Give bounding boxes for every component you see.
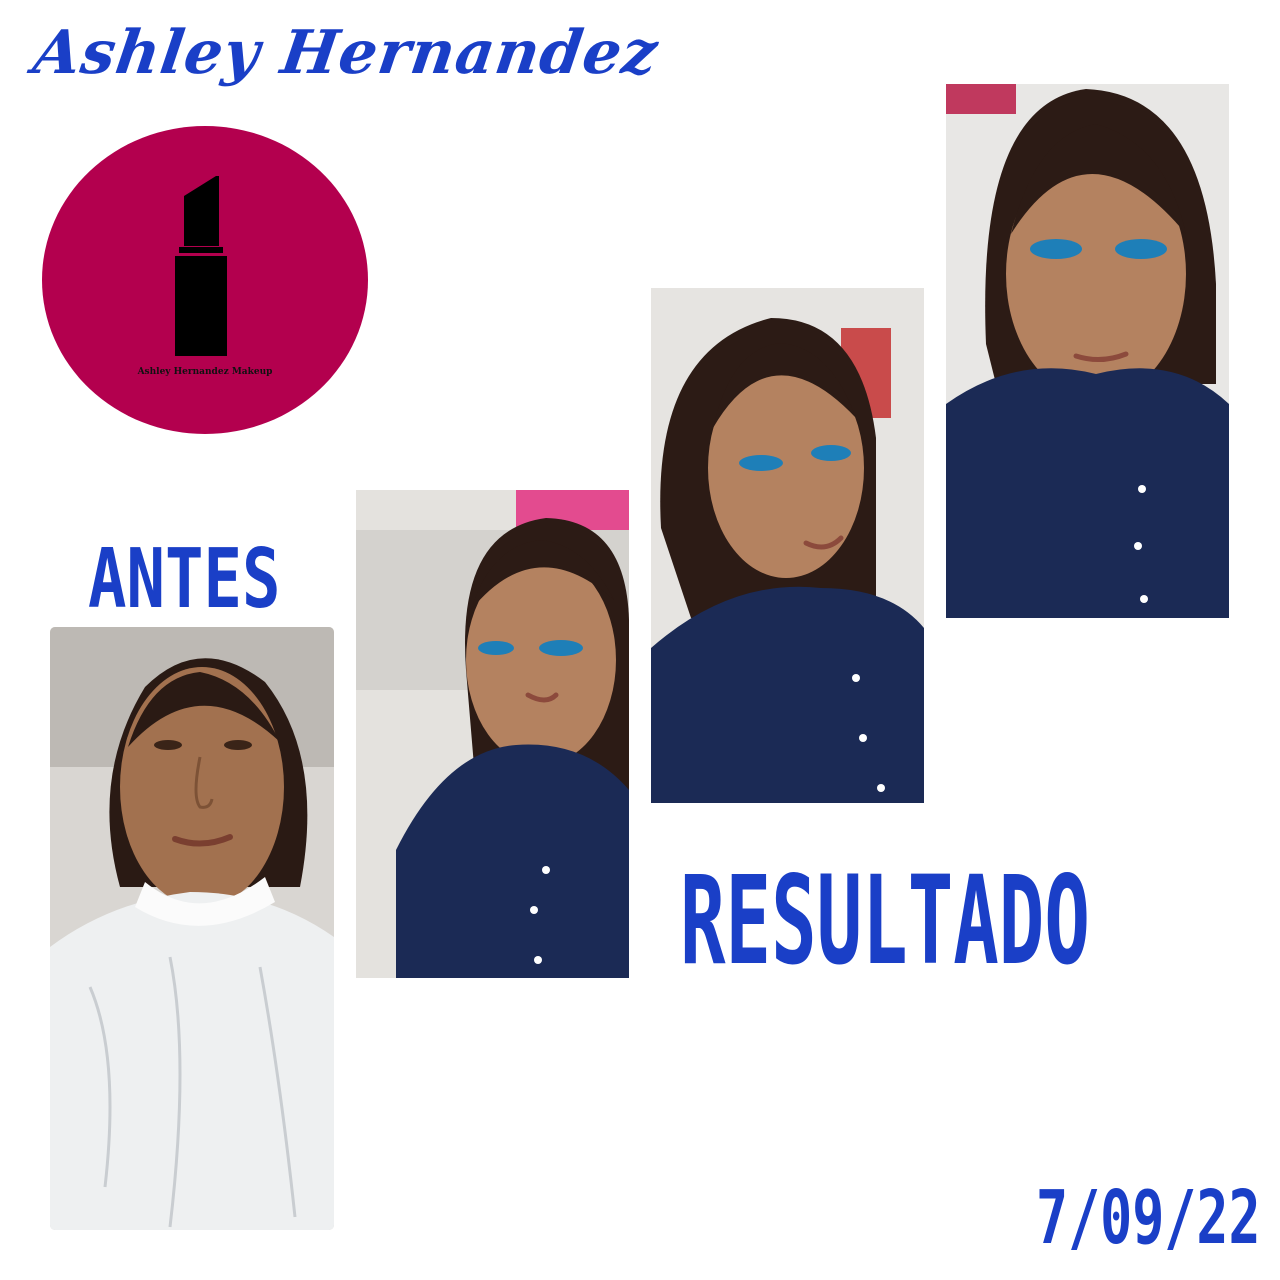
page-title: Ashley Hernandez: [29, 18, 663, 88]
brand-logo: [42, 126, 368, 434]
date-label: 7/09/22: [1036, 1175, 1261, 1261]
result-photo-2: [651, 288, 924, 803]
lipstick-icon: [42, 126, 368, 434]
before-label: ANTES: [88, 532, 281, 627]
before-photo: [50, 627, 334, 1230]
result-photo-1: [356, 490, 629, 978]
logo-caption: Ashley Hernandez Makeup: [137, 367, 273, 377]
result-photo-3: [946, 84, 1229, 618]
result-label: RESULTADO: [680, 850, 1090, 992]
